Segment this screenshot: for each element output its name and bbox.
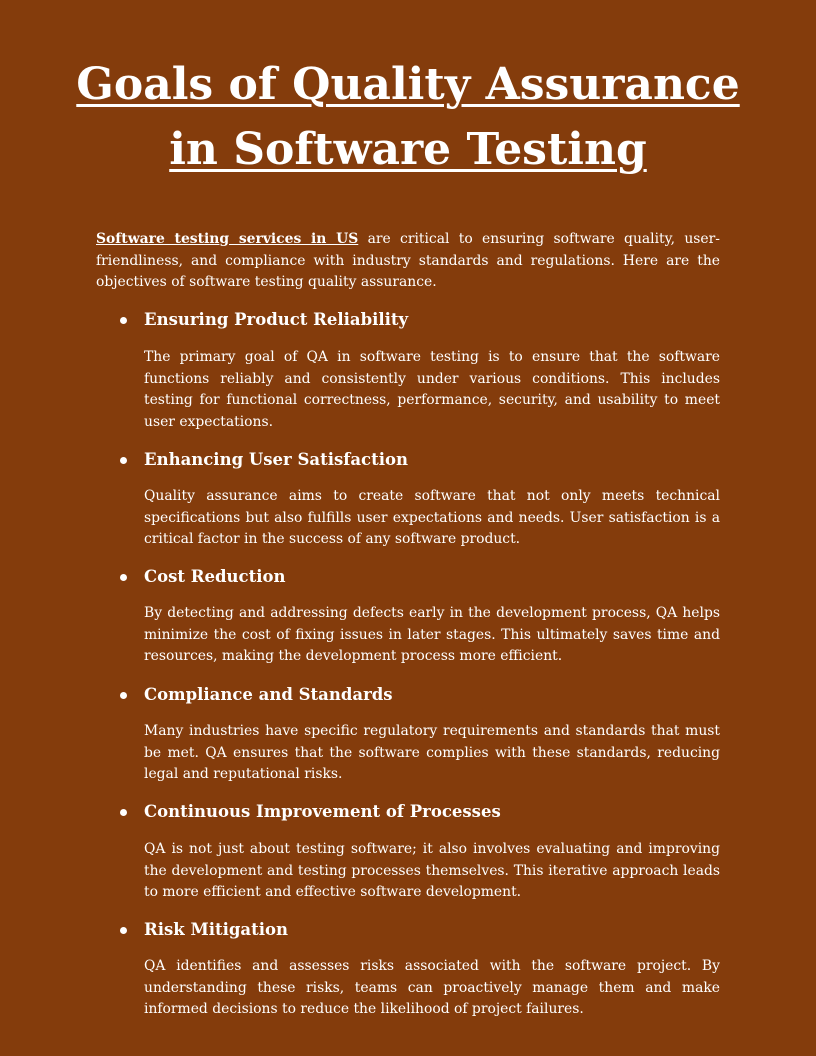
bullet-icon: [120, 692, 127, 699]
goal-heading-reliability: [144, 309, 720, 331]
goal-heading-text: Enhancing User Satisfaction: [144, 450, 408, 469]
goal-heading-text: Ensuring Product Reliability: [144, 310, 409, 329]
page-title: [0, 52, 816, 182]
goal-heading-user-satisfaction: [144, 449, 720, 471]
goal-heading-text: Risk Mitigation: [144, 920, 288, 939]
bullet-icon: [120, 809, 127, 816]
goal-body-compliance: Many industries have specific regulatory requirements and standards that must be met. QA ensures that the software complies with these standards, reducing legal and reputational risks.: [144, 723, 720, 783]
services-link[interactable]: Software testing services in US: [96, 231, 359, 247]
bullet-icon: [120, 927, 127, 934]
intro-paragraph: [96, 229, 720, 294]
bullet-icon: [120, 317, 127, 324]
goal-body-continuous-improvement: QA is not just about testing software; it also involves evaluating and improving the development and testing processes themselves. This iterative approach leads to more efficient and effective software development.: [144, 841, 720, 901]
goal-heading-cost-reduction: [144, 566, 720, 588]
goal-heading-compliance: [144, 684, 720, 706]
title-line-2: in Software Testing: [169, 124, 647, 175]
goal-heading-risk-mitigation: [144, 919, 720, 941]
goal-body-user-satisfaction: Quality assurance aims to create software that not only meets technical specifications but also fulfills user expectations and needs. User satisfaction is a critical factor in the success of any software product.: [144, 488, 720, 548]
title-line-1: Goals of Quality Assurance: [76, 59, 740, 110]
goal-heading-text: Cost Reduction: [144, 567, 286, 586]
goal-heading-text: Continuous Improvement of Processes: [144, 802, 501, 821]
goal-body-risk-mitigation: QA identifies and assesses risks associated with the software project. By understanding these risks, teams can proactively manage them and make informed decisions to reduce the likelihood of project failures.: [144, 958, 720, 1018]
bullet-icon: [120, 457, 127, 464]
goal-body-reliability: The primary goal of QA in software testing is to ensure that the software functions reliably and consistently under various conditions. This includes testing for functional correctness, performance, security, and usability to meet user expectations.: [144, 349, 720, 431]
goal-body-cost-reduction: By detecting and addressing defects early in the development process, QA helps minimize the cost of fixing issues in later stages. This ultimately saves time and resources, making the development process more efficient.: [144, 605, 720, 665]
goal-heading-continuous-improvement: [144, 801, 720, 823]
intro-text: are critical to ensuring software quality, user-friendliness, and compliance with industry standards and regulations. Here are the objectives of software testing quality assurance.: [96, 231, 720, 290]
bullet-icon: [120, 574, 127, 581]
goal-heading-text: Compliance and Standards: [144, 685, 393, 704]
